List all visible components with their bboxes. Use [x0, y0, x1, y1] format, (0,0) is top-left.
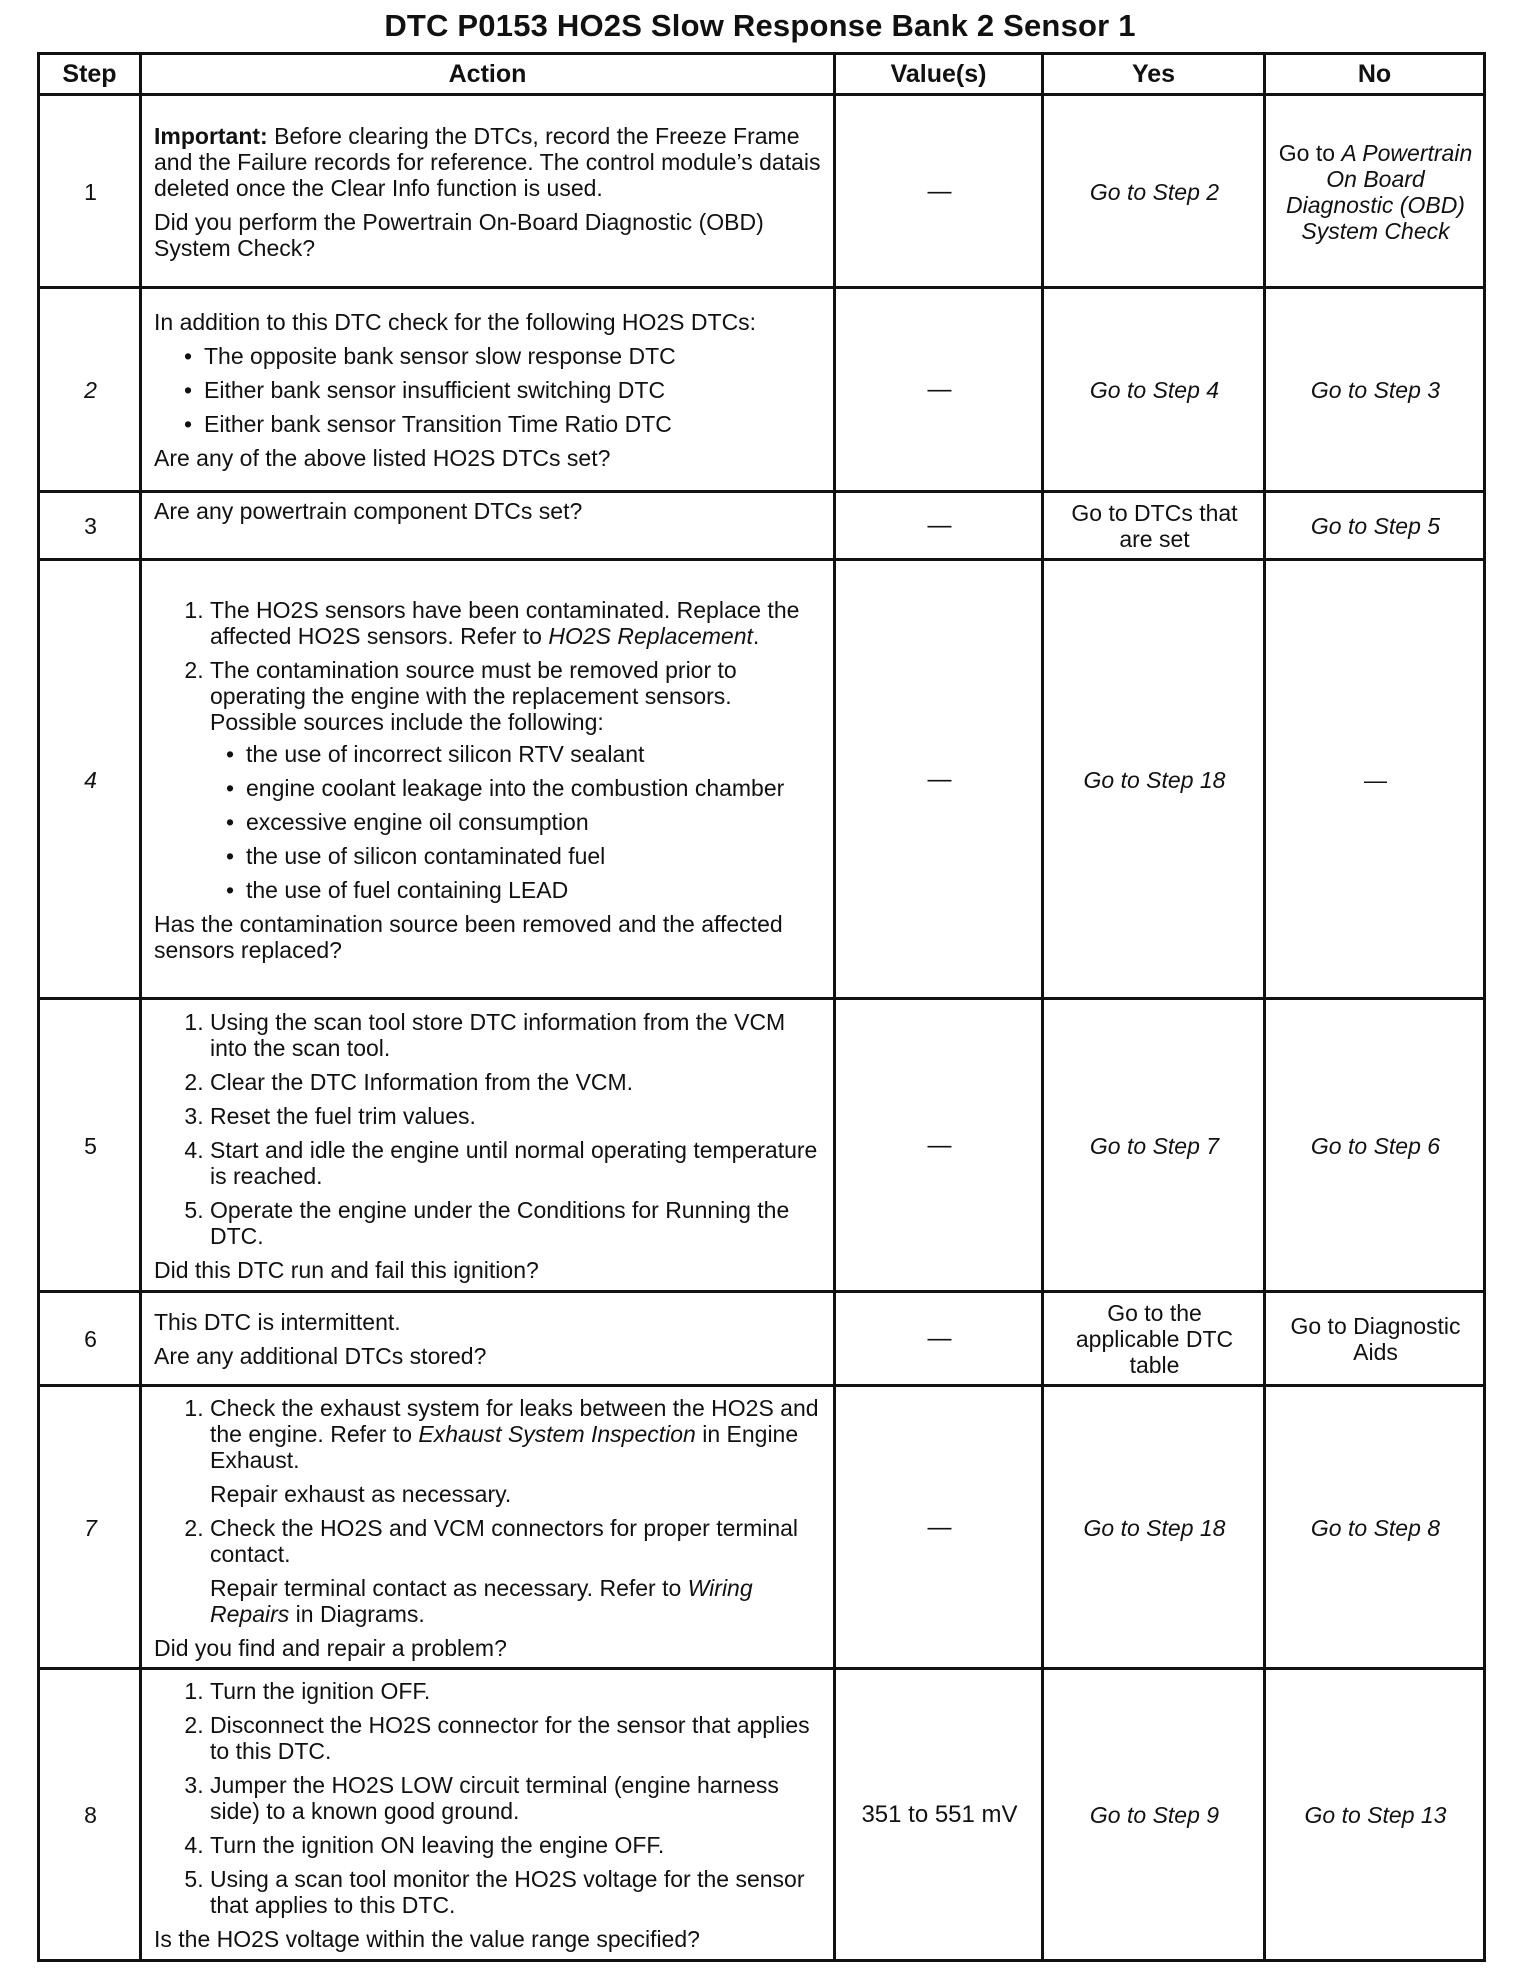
list-item [210, 1515, 823, 1627]
action-question: Has the contamination source been removed and the affected sensors replaced? [154, 910, 783, 963]
action-question: Are any of the above listed HO2S DTCs set? [154, 445, 611, 471]
list-item: • The opposite bank sensor slow response DTC [204, 343, 823, 369]
action-cell [141, 999, 835, 1292]
header-yes: Yes [1043, 54, 1265, 95]
value-cell: 351 to 551 mV [835, 1669, 1043, 1961]
yes-link[interactable]: Go to Step 18 [1043, 560, 1265, 999]
action-intro: In addition to this DTC check for the following HO2S DTCs: [154, 309, 757, 335]
list-item: 1. Turn the ignition OFF. [210, 1678, 823, 1704]
value-cell: — [835, 560, 1043, 999]
header-values: Value(s) [835, 54, 1043, 95]
table-row-step-8 [39, 1669, 1485, 1961]
header-step: Step [39, 54, 141, 95]
source-bullet-list [210, 741, 823, 903]
list-item: • the use of silicon contaminated fuel [246, 843, 823, 869]
no-link-target: A Powertrain On Board Diagnostic (OBD) System Check [1286, 139, 1473, 244]
step-number: 4 [39, 560, 141, 999]
important-note [154, 123, 823, 201]
table-row-step-2 [39, 288, 1485, 492]
action-question: Are any additional DTCs stored? [154, 1343, 487, 1369]
table-row-step-4 [39, 560, 1485, 999]
value-cell: — [835, 999, 1043, 1292]
list-item: 3. Reset the fuel trim values. [210, 1103, 823, 1129]
action-question: Did this DTC run and fail this ignition? [154, 1256, 539, 1283]
value-cell: — [835, 1292, 1043, 1386]
no-link[interactable] [1265, 95, 1485, 288]
step-text-end: . [752, 622, 760, 649]
action-cell [141, 95, 835, 288]
action-cell [141, 560, 835, 999]
action-cell [141, 1292, 835, 1386]
yes-link[interactable]: Go to Step 2 [1043, 95, 1265, 288]
no-value: — [1265, 560, 1485, 999]
list-item: • the use of incorrect silicon RTV sealant [246, 741, 823, 767]
list-item: 4. Turn the ignition ON leaving the engine OFF. [210, 1832, 823, 1858]
value-cell: — [835, 288, 1043, 492]
action-steps [154, 1395, 823, 1627]
header-action: Action [141, 54, 835, 95]
list-item: • Either bank sensor Transition Time Ratio DTC [204, 411, 823, 437]
action-steps [154, 1678, 823, 1918]
step-number: 3 [39, 492, 141, 560]
value-cell: — [835, 95, 1043, 288]
list-item: 5. Using a scan tool monitor the HO2S voltage for the sensor that applies to this DTC. [210, 1866, 823, 1918]
reference-link[interactable]: Wiring Repairs [210, 1574, 753, 1627]
action-question: Are any powertrain component DTCs set? [154, 498, 583, 524]
value-cell: — [835, 1386, 1043, 1669]
action-steps [154, 597, 823, 903]
action-question: Is the HO2S voltage within the value range specified? [154, 1926, 700, 1952]
list-item: • Either bank sensor insufficient switching DTC [204, 377, 823, 403]
yes-link[interactable]: Go to DTCs that are set [1043, 492, 1265, 560]
action-steps [154, 1009, 823, 1249]
value-cell: — [835, 492, 1043, 560]
action-cell [141, 1669, 835, 1961]
action-question: Did you find and repair a problem? [154, 1634, 507, 1661]
table-row-step-1 [39, 95, 1485, 288]
step-number: 6 [39, 1292, 141, 1386]
subnote-text: Repair terminal contact as necessary. Refer to [210, 1574, 688, 1601]
step-number: 5 [39, 999, 141, 1292]
no-link[interactable]: Go to Step 13 [1265, 1669, 1485, 1961]
list-item: • excessive engine oil consumption [246, 809, 823, 835]
header-no: No [1265, 54, 1485, 95]
yes-link[interactable]: Go to Step 7 [1043, 999, 1265, 1292]
list-item [210, 657, 823, 903]
action-question: Did you perform the Powertrain On-Board Diagnostic (OBD) System Check? [154, 208, 764, 261]
action-cell [141, 492, 835, 560]
list-item: • the use of fuel containing LEAD [246, 877, 823, 903]
list-item [210, 1395, 823, 1507]
list-item: 4. Start and idle the engine until normal operating temperature is reached. [210, 1137, 823, 1189]
step-number: 8 [39, 1669, 141, 1961]
reference-link[interactable]: HO2S Replacement [548, 622, 753, 649]
diagnostic-table [37, 52, 1486, 1962]
table-row-step-5 [39, 999, 1485, 1292]
list-item [210, 597, 823, 649]
yes-link[interactable]: Go to Step 9 [1043, 1669, 1265, 1961]
list-item: 3. Jumper the HO2S LOW circuit terminal (engine harness side) to a known good ground. [210, 1772, 823, 1824]
no-link[interactable]: Go to Diagnostic Aids [1265, 1292, 1485, 1386]
action-cell [141, 288, 835, 492]
step-text: Check the exhaust system for leaks between the HO2S and the engine. Refer to [210, 1394, 819, 1447]
subnote-end: in Diagrams. [289, 1600, 425, 1627]
step-text: The HO2S sensors have been contaminated. Replace the affected HO2S sensors. Refer to [210, 596, 800, 649]
no-link[interactable]: Go to Step 8 [1265, 1386, 1485, 1669]
step-text-end: in Engine Exhaust. [210, 1420, 799, 1473]
list-item: 1. Using the scan tool store DTC information from the VCM into the scan tool. [210, 1009, 823, 1061]
header-row [39, 54, 1485, 95]
step-number: 2 [39, 288, 141, 492]
step-subnote: Repair exhaust as necessary. [210, 1480, 512, 1507]
no-link[interactable]: Go to Step 3 [1265, 288, 1485, 492]
reference-link[interactable]: Exhaust System Inspection [418, 1420, 696, 1447]
table-row-step-6 [39, 1292, 1485, 1386]
yes-link[interactable]: Go to Step 4 [1043, 288, 1265, 492]
important-label: Important: [154, 122, 268, 149]
list-item: 2. Clear the DTC Information from the VCM. [210, 1069, 823, 1095]
list-item: • engine coolant leakage into the combustion chamber [246, 775, 823, 801]
table-row-step-7 [39, 1386, 1485, 1669]
step-subnote [210, 1575, 823, 1627]
step-number: 1 [39, 95, 141, 288]
step-text: The contamination source must be removed prior to operating the engine with the replacement sensors. Possible sources include the following: [210, 656, 737, 735]
step-text: Check the HO2S and VCM connectors for proper terminal contact. [210, 1514, 799, 1567]
list-item: 5. Operate the engine under the Conditions for Running the DTC. [210, 1197, 823, 1249]
no-link[interactable]: Go to Step 6 [1265, 999, 1485, 1292]
yes-link[interactable]: Go to Step 18 [1043, 1386, 1265, 1669]
important-text: Before clearing the DTCs, record the Freeze Frame and the Failure records for reference. The control module’s datais deleted once the Clear Info function is used. [154, 122, 821, 201]
page-title: DTC P0153 HO2S Slow Response Bank 2 Sensor 1 [384, 8, 1136, 43]
action-cell [141, 1386, 835, 1669]
no-link[interactable]: Go to Step 5 [1265, 492, 1485, 560]
step-number: 7 [39, 1386, 141, 1669]
dtc-bullet-list [154, 343, 823, 437]
yes-link[interactable]: Go to the applicable DTC table [1043, 1292, 1265, 1386]
table-row-step-3 [39, 492, 1485, 560]
action-note: This DTC is intermittent. [154, 1309, 401, 1335]
no-link-prefix: Go to [1278, 139, 1342, 166]
list-item: 2. Disconnect the HO2S connector for the sensor that applies to this DTC. [210, 1712, 823, 1764]
